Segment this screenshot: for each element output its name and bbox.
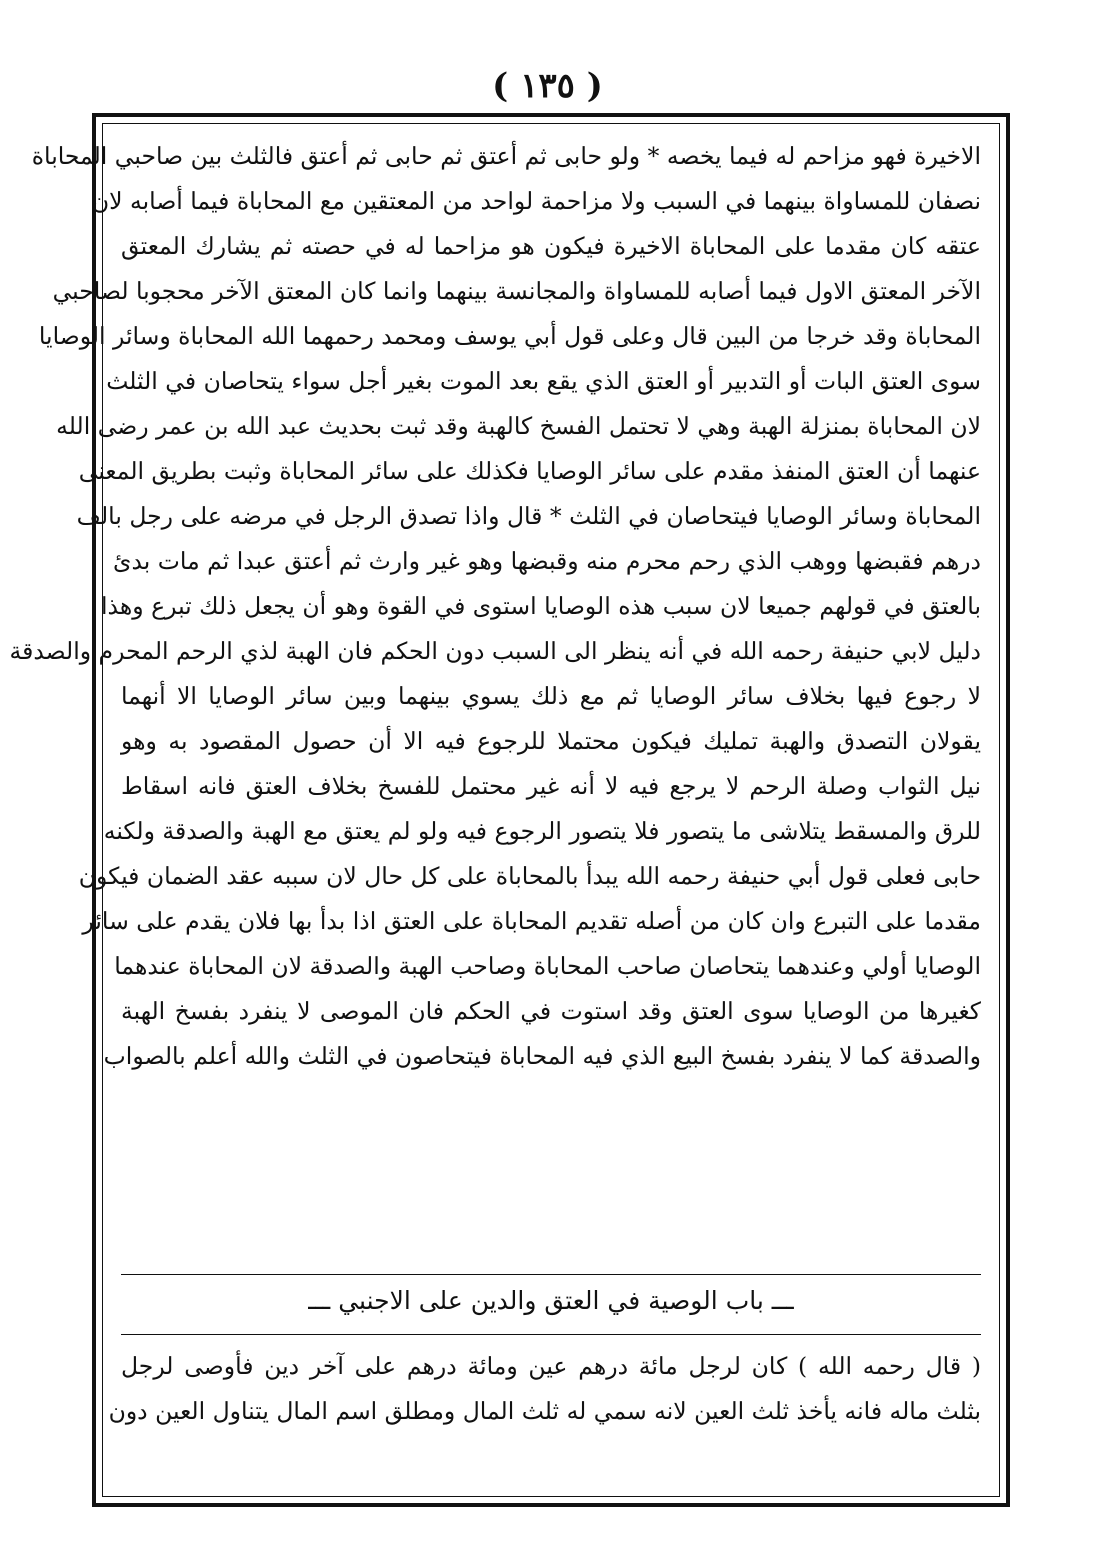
page-number: ( ١٣٥ ) <box>492 66 603 106</box>
body-line: الآخر المعتق الاول فيما أصابه للمساواة والمجانسة بينهما وانما كان المعتق الآخر محجوبا لصاحبي <box>52 277 981 305</box>
body-line: الاخيرة فهو مزاحم له فيما يخصه * ولو حابى ثم أعتق ثم حابى ثم أعتق فالثلث بين صاحبي المحاباة <box>31 142 981 170</box>
section-heading <box>121 1279 981 1323</box>
section-line: ( قال رحمه الله ) كان لرجل مائة درهم عين ومائة درهم على آخر دين فأوصى لرجل <box>121 1352 981 1380</box>
body-line: نصفان للمساواة بينهما في السبب ولا مزاحمة لواحد من المعتقين مع المحاباة فيما أصابه لان <box>91 187 981 215</box>
heading-rule-bottom <box>121 1334 981 1335</box>
body-line: الوصايا أولي وعندهما يتحاصان صاحب المحاباة وصاحب الهبة والصدقة لان المحاباة عندهما <box>114 952 981 980</box>
body-line: مقدما على التبرع وان كان من أصله تقديم المحاباة على العتق اذا بدأ بها فلان يقدم على سائر <box>82 907 981 935</box>
body-line: كغيرها من الوصايا سوى العتق وقد استوت في الحكم فان الموصى لا ينفرد بفسخ الهبة <box>121 997 981 1025</box>
heading-ornament-right: ـــ <box>771 1286 794 1315</box>
page-frame-inner <box>9 123 1000 1497</box>
body-line: والصدقة كما لا ينفرد بفسخ البيع الذي فيه المحاباة فيتحاصون في الثلث والله أعلم بالصواب <box>103 1042 981 1070</box>
body-line: يقولان التصدق والهبة تمليك فيكون محتملا للرجوع فيه الا أن حصول المقصود به وهو <box>121 727 981 755</box>
body-line: عتقه كان مقدما على المحاباة الاخيرة فيكون هو مزاحما له في حصته ثم يشارك المعتق <box>121 232 981 260</box>
body-line: للرق والمسقط يتلاشى ما يتصور فلا يتصور الرجوع فيه ولو لم يعتق مع الهبة والصدقة ولكنه <box>103 817 981 845</box>
body-line: حابى فعلى قول أبي حنيفة رحمه الله يبدأ بالمحاباة على كل حال لان سببه عقد الضمان فيكون <box>78 862 981 890</box>
heading-rule-top <box>121 1274 981 1275</box>
body-line: بالعتق في قولهم جميعا لان سبب هذه الوصايا استوى في القوة وهو أن يجعل ذلك تبرع وهذا <box>101 592 981 620</box>
body-line: درهم فقبضها ووهب الذي رحم محرم منه وقبضها وهو غير وارث ثم أعتق عبدا ثم مات بدئ <box>113 547 981 575</box>
section-heading-text: باب الوصية في العتق والدين على الاجنبي <box>338 1286 764 1315</box>
body-line: نيل الثواب وصلة الرحم لا يرجع فيه لا أنه غير محتمل للفسخ بخلاف العتق فانه اسقاط <box>121 772 981 800</box>
heading-ornament-left: ـــ <box>308 1286 331 1315</box>
section-line: بثلث ماله فانه يأخذ ثلث العين لانه سمي له ثلث المال ومطلق اسم المال يتناول العين دون <box>108 1397 981 1425</box>
body-line: المحاباة وسائر الوصايا فيتحاصان في الثلث * قال واذا تصدق الرجل في مرضه على رجل بالف <box>76 502 981 530</box>
body-line: سوى العتق البات أو التدبير أو العتق الذي يقع بعد الموت بغير أجل سواء يتحاصان في الثلث <box>106 367 981 395</box>
body-line: عنهما أن العتق المنفذ مقدم على سائر الوصايا فكذلك على سائر المحاباة وثبت بطريق المعنى <box>78 457 981 485</box>
body-line: المحاباة وقد خرجا من البين قال وعلى قول أبي يوسف ومحمد رحمهما الله المحاباة وسائر الوصايا <box>38 322 981 350</box>
page-frame <box>9 113 1010 1507</box>
body-line: لا رجوع فيها بخلاف سائر الوصايا ثم مع ذلك يسوي بينهما وبين سائر الوصايا الا أنهما <box>121 682 981 710</box>
body-line: لان المحاباة بمنزلة الهبة وهي لا تحتمل الفسخ كالهبة وقد ثبت بحديث عبد الله بن عمر رضى الله <box>56 412 981 440</box>
body-line: دليل لابي حنيفة رحمه الله في أنه ينظر الى السبب دون الحكم فان الهبة لذي الرحم المحرم والصدقة <box>9 637 981 665</box>
